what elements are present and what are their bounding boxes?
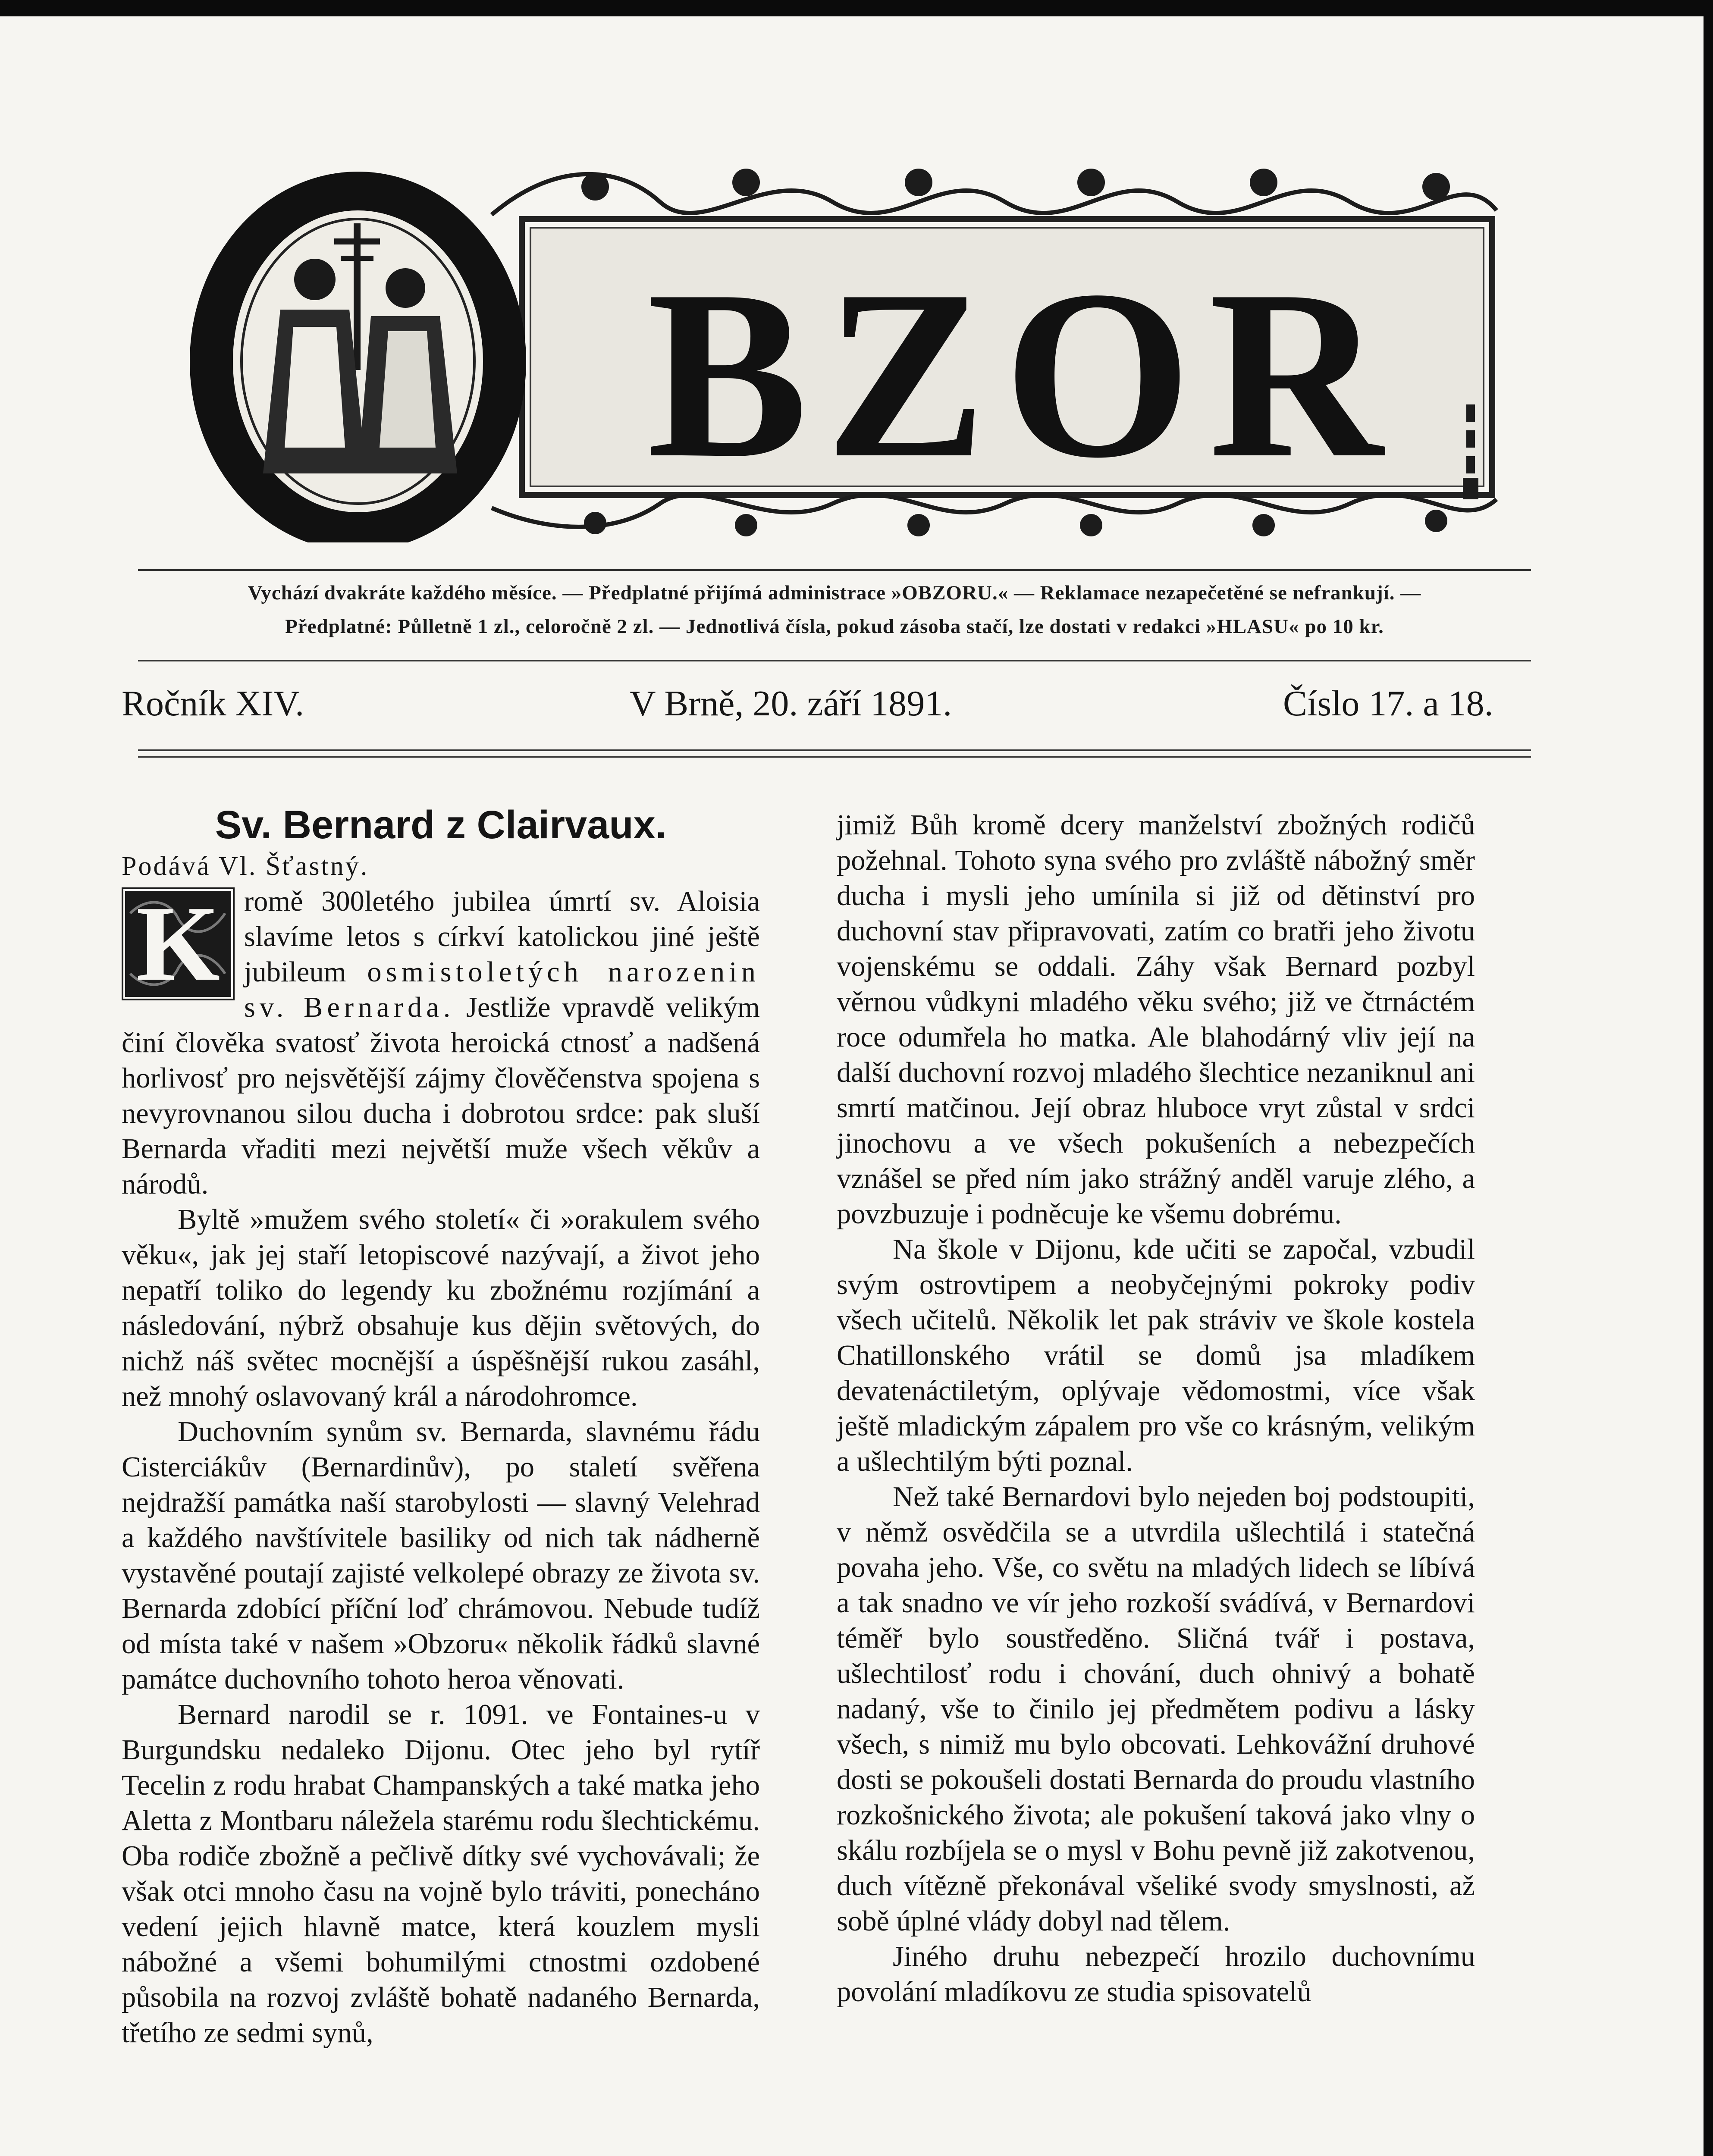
notice-line-1: Vychází dvakráte každého měsíce. — Předplatné přijímá administrace »OBZORU.« — Reklamace nezapečetěné se nefrankují. — xyxy=(248,582,1421,604)
paragraph-5: jimiž Bůh kromě dcery manželství zbožných rodičů požehnal. Tohoto syna svého pro zvláště nábožný směr ducha i mysli jeho umínila si již od dětinství pro duchovní stav připravovati, zatím co bratři jeho životu vojenskému se oddali. Záhy však Bernard pozbyl věrnou vůdkyni mladého věku svého; již ve čtrnáctém roce odumřela ho matka. Ale blahodárný vliv její na další duchovní rozvoj mladého šlechtice nezaniknul ani smrtí matčinou. Její obraz hluboce vryt zůstal v srdci jinochovu a ve všech pokušeních a nebezpečích vznášel se před ním jako strážný anděl varuje zlého, a povzbuzuje i podněcuje ke všemu dobrému. xyxy=(837,809,1475,1230)
column-left xyxy=(122,801,760,2051)
column-right xyxy=(837,808,1475,2010)
top-rule xyxy=(138,569,1531,571)
article-title: Sv. Bernard z Clairvaux. xyxy=(215,803,667,847)
place-date: V Brně, 20. září 1891. xyxy=(630,683,952,724)
article-byline: Podává Vl. Šťastný. xyxy=(122,852,369,881)
masthead-title: BZOR xyxy=(647,241,1401,508)
paragraph-1-text-a: romě 300letého jubilea úmrtí sv. Aloisia slavíme letos s církví katolickou jiné ještě jubileum xyxy=(244,886,760,988)
volume: Ročník XIV. xyxy=(122,683,304,724)
dropcap xyxy=(122,884,235,1003)
issue-number: Číslo 17. a 18. xyxy=(1283,683,1493,724)
notice-rule xyxy=(138,660,1531,661)
paragraph-1-spaced: osmistoletých narozenin sv. Bernarda. xyxy=(244,956,760,1023)
notice-line-2: Předplatné: Půlletně 1 zl., celoročně 2 zl. — Jednotlivá čísla, pokud zásoba stačí, lze dostati v redakci »HLASU« po 10 kr. xyxy=(285,615,1384,638)
issue-rule-bottom xyxy=(138,756,1531,758)
paragraph-1-text-b: Jestliže vpravdě velikým činí člověka svatosť života heroická ctnosť a nadšená horlivosť pro nejsvětější zájmy člověčenstva spojena s nevyrovnanou silou ducha i dobrotou srdce: pak sluší Bernarda vřaditi mezi největší muže všech věkův a národů. xyxy=(122,992,760,1200)
paragraph-4: Bernard narodil se r. 1091. ve Fontaines-u v Burgundsku nedaleko Dijonu. Otec jeho byl rytíř Tecelin z rodu hrabat Champanských a také matka jeho Aletta z Montbaru náležela starému rodu šlechtickému. Oba rodiče zbožně a pečlivě dítky své vychovávali; že však otci mnoho času na vojně bylo tráviti, ponecháno vedení jejich hlavně matce, která kouzlem mysli nábožné a všemi bohumilými ctnostmi ozdobené působila na rozvoj zvláště bohatě nadaného Bernarda, třetího ze sedmi synů, xyxy=(122,1699,760,2049)
paragraph-3: Duchovním synům sv. Bernarda, slavnému řádu Cisterciákův (Bernardinův), po staletí svěřena nejdražší památka naší starobylosti — slavný Velehrad a každého navštívitele basiliky od nich tak nádherně vystavěné poutají zajisté velkolepé obrazy ze života sv. Bernarda zdobící příční loď chrámovou. Nebude tudíž od místa také v našem »Obzoru« několik řádků slavné památce duchovního tohoto heroa věnovati. xyxy=(122,1416,760,1695)
dropcap-letter: K xyxy=(136,884,220,1003)
paragraph-6: Na škole v Dijonu, kde učiti se započal, vzbudil svým ostrovtipem a neobyčejnými pokroky podiv všech učitelů. Několik let pak stráviv ve škole kostela Chatillonského vrátil se domů jsa mladíkem devatenáctiletým, oplývaje vědomostmi, více však ještě mladickým zápalem pro vše co krásným, velikým a ušlechtilým býti poznal. xyxy=(837,1234,1475,1477)
paragraph-1 xyxy=(122,884,760,1202)
masthead xyxy=(164,146,1509,542)
paragraph-8: Jiného druhu nebezpečí hrozilo duchovnímu povolání mladíkovu ze studia spisovatelů xyxy=(837,1941,1475,2008)
paragraph-7: Než také Bernardovi bylo nejeden boj podstoupiti, v němž osvědčila se a utvrdila ušlechtilá i statečná povaha jeho. Vše, co světu na mladých lidech se líbívá a tak snadno ve vír jeho rozkoší svádívá, v Bernardovi téměř bylo soustředěno. Sličná tvář i postava, ušlechtilosť rodu i chování, duch ohnivý a bohatě nadaný, vše to činilo jej předmětem podivu a lásky všech, s nimiž mu bylo obcovati. Lehkovážní druhové dosti se pokoušeli dostati Bernarda do proudu vlastního rozkošnického života; ale pokušení taková jako vlny o skálu rozbíjela se o mysl v Bohu pevně již zakotvenou, duch vítězně překonával všeliké svody smyslnosti, až sobě úplné vlády dobyl nad tělem. xyxy=(837,1481,1475,1937)
paragraph-2: Byltě »mužem svého století« či »orakulem svého věku«, jak jej staří letopiscové nazývají, a život jeho nepatří toliko do legendy ku zbožnému rozjímání a následování, nýbrž obsahuje kus dějin světových, do nichž náš světec mocnější a úspěšnější rukou zasáhl, než mnohý oslavovaný král a národohromce. xyxy=(122,1204,760,1412)
newspaper-page xyxy=(0,16,1704,2156)
issue-rule-top xyxy=(138,749,1531,751)
